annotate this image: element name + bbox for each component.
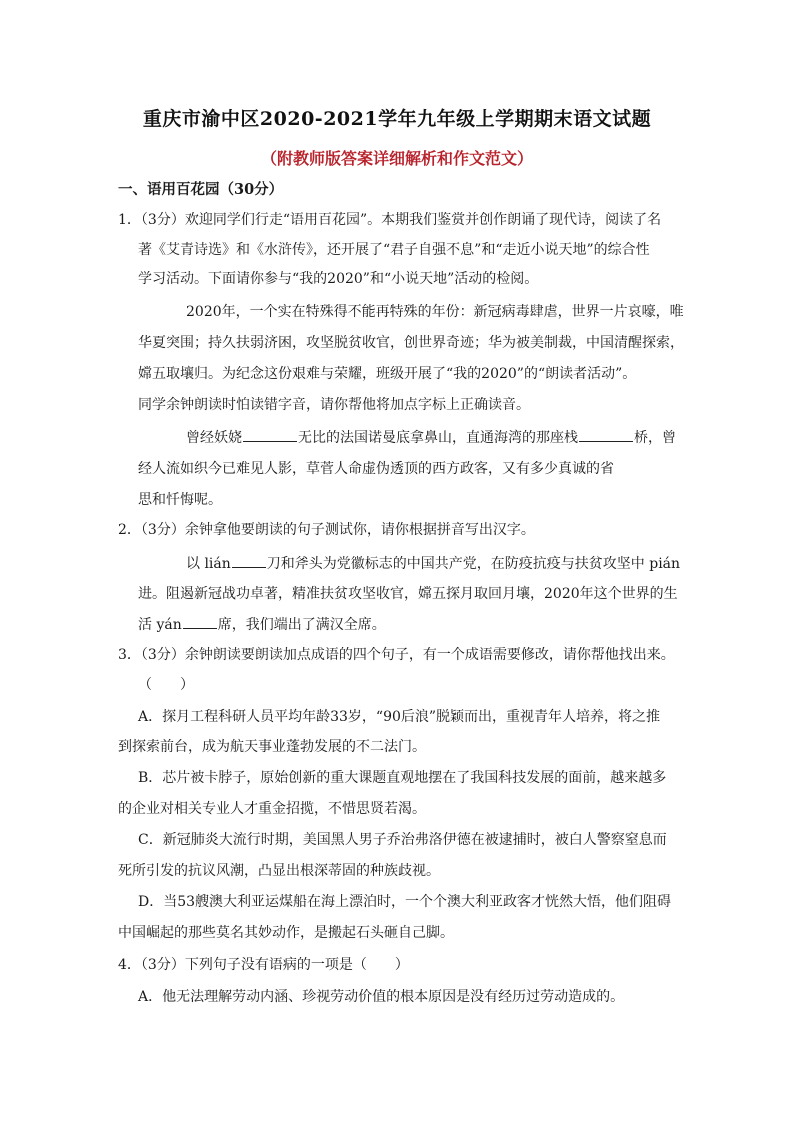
q3-option-a: A．探月工程科研人员平均年龄33岁，“90后浪”脱颖而出，重视青年人培养，将之推 [138, 709, 661, 725]
q2-passage-line [138, 614, 386, 635]
q1-stem-line: 著《艾青诗选》和《水浒传》，还开展了“君子自强不息”和“走近小说天地”的综合性 [138, 242, 650, 258]
answer-blank[interactable] [183, 614, 217, 629]
passage-text: 无比的法国诺曼底拿鼻山，直通海湾的那座栈 [298, 430, 578, 446]
q3-option-d: 中国崛起的那些莫名其妙动作，是搬起石头砸自己脚。 [118, 925, 454, 941]
q3-option-a: 到探索前台，成为航天事业蓬勃发展的不二法门。 [118, 739, 426, 755]
q3-option-c: C．新冠肺炎大流行时期，美国黑人男子乔治弗洛伊德在被逮捕时，被白人警察窒息而 [138, 832, 667, 848]
passage-text: 桥，曾 [634, 430, 676, 446]
q1-stem-line: 学习活动。下面请你参与“我的2020”和“小说天地”活动的检阅。 [138, 271, 539, 287]
passage-text: 刀和斧头为党徽标志的中国共产党，在防疫抗疫与扶贫攻坚中 pián [266, 556, 681, 572]
q1-paragraph-line: 2020年，一个实在特殊得不能再特殊的年份：新冠病毒肆虐，世界一片哀嚎，唯 [186, 304, 684, 320]
q1-paragraph-line: 华夏突围；持久扶弱济困，攻坚脱贫收官，创世界奇迹；华为被美制裁，中国清醒探索， [138, 335, 684, 351]
q1-instruction: 同学余钟朗读时怕读错字音，请你帮他将加点字标上正确读音。 [138, 397, 530, 413]
q3-stem-line: 3．（3分）余钟朗读要朗读加点成语的四个句子，有一个成语需要修改，请你帮他找出来。 [118, 647, 675, 663]
passage-text: 席，我们端出了满汉全席。 [217, 617, 386, 633]
passage-text: 活 yán [138, 617, 182, 633]
answer-blank[interactable] [579, 427, 633, 442]
page-title: 重庆市渝中区2020-2021学年九年级上学期期末语文试题 [142, 108, 652, 130]
q3-answer-paren: （ ） [138, 677, 194, 693]
answer-blank[interactable] [243, 427, 297, 442]
q1-stem-line: 1．（3分）欢迎同学们行走“语用百花园”。本期我们鉴赏并创作朗诵了现代诗，阅读了名 [118, 212, 662, 228]
q3-option-b: B．芯片被卡脖子，原始创新的重大课题直观地摆在了我国科技发展的面前，越来越多 [138, 770, 667, 786]
q1-passage-line: 思和忏悔呢。 [138, 492, 222, 508]
q3-option-b: 的企业对相关专业人才重金招揽，不惜思贤若渴。 [118, 801, 426, 817]
q4-option-a: A．他无法理解劳动内涵、珍视劳动价值的根本原因是没有经历过劳动造成的。 [138, 989, 625, 1005]
q3-option-c: 死所引发的抗议风潮，凸显出根深蒂固的种族歧视。 [118, 863, 440, 879]
q2-stem-line: 2．（3分）余钟拿他要朗读的句子测试你，请你根据拼音写出汉字。 [118, 522, 535, 538]
passage-text: 以 lián [186, 556, 231, 572]
q1-paragraph-line: 嫦五取壤归。为纪念这份艰难与荣耀，班级开展了“我的2020”的“朗读者活动”。 [138, 366, 637, 382]
section-heading: 一、语用百花园（30分） [118, 181, 284, 198]
q1-passage-line: 经人流如织今已难见人影，草菅人命虚伪透顶的西方政客，又有多少真诚的省 [138, 461, 614, 477]
q2-passage-line [186, 553, 680, 574]
answer-blank[interactable] [232, 553, 266, 568]
q2-passage-line: 进。阻遏新冠战功卓著，精准扶贫攻坚收官，嫦五探月取回月壤，2020年这个世界的生 [138, 586, 678, 602]
page-subtitle: （附教师版答案详细解析和作文范文） [260, 149, 533, 168]
q3-option-d: D．当53艘澳大利亚运煤船在海上漂泊时，一个个澳大利亚政客才恍然大悟，他们阻碍 [138, 894, 672, 910]
passage-text: 曾经妖娆 [186, 430, 242, 446]
q4-stem-line: 4．（3分）下列句子没有语病的一项是（ ） [118, 957, 409, 973]
q1-passage-line [186, 427, 676, 448]
